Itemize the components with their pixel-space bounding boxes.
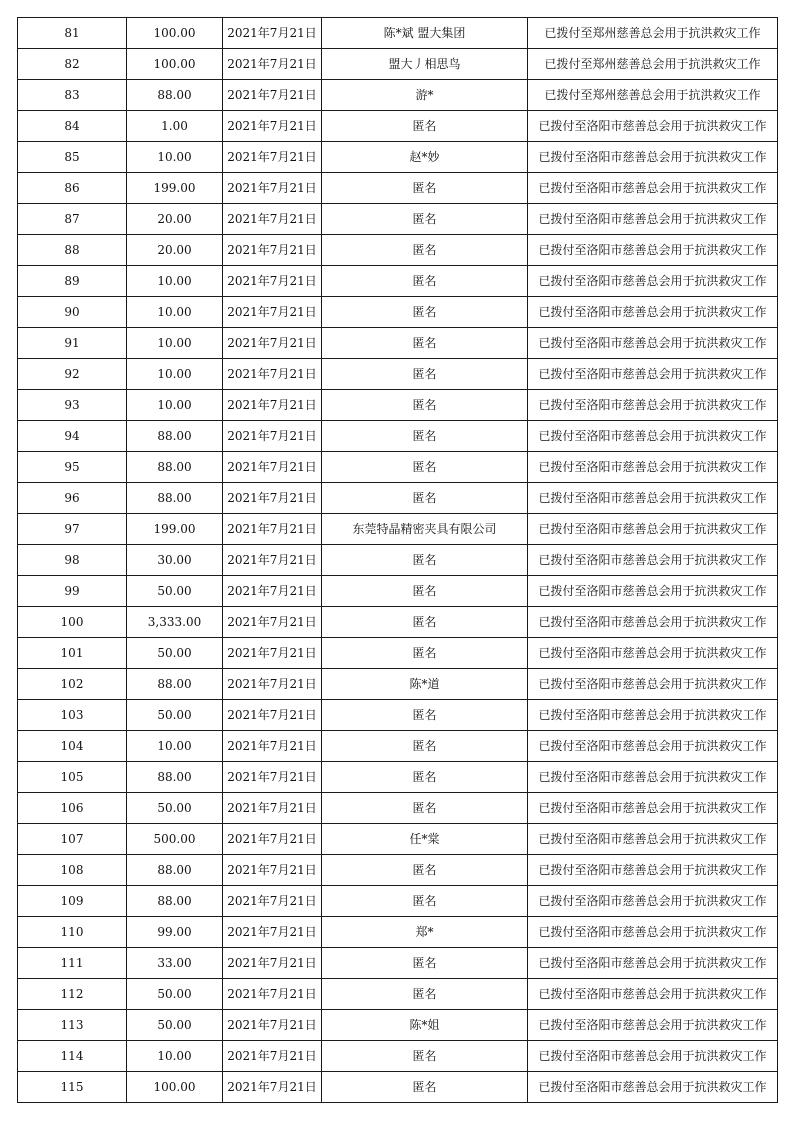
table-row [18,514,778,545]
cell-date: 2021年7月21日 [223,979,322,1010]
table-row [18,328,778,359]
cell-date: 2021年7月21日 [223,421,322,452]
cell-date: 2021年7月21日 [223,948,322,979]
table-row [18,1010,778,1041]
table-row [18,762,778,793]
cell-amount: 88.00 [127,886,223,917]
cell-serial-number: 108 [18,855,127,886]
cell-amount: 20.00 [127,235,223,266]
cell-date: 2021年7月21日 [223,111,322,142]
cell-serial-number: 113 [18,1010,127,1041]
cell-amount: 500.00 [127,824,223,855]
table-row [18,483,778,514]
cell-serial-number: 92 [18,359,127,390]
cell-donor-name: 匿名 [322,700,528,731]
cell-fund-usage: 已拨付至洛阳市慈善总会用于抗洪救灾工作 [528,514,778,545]
cell-amount: 1.00 [127,111,223,142]
cell-fund-usage: 已拨付至洛阳市慈善总会用于抗洪救灾工作 [528,1010,778,1041]
cell-amount: 99.00 [127,917,223,948]
cell-donor-name: 游* [322,80,528,111]
cell-fund-usage: 已拨付至洛阳市慈善总会用于抗洪救灾工作 [528,948,778,979]
cell-amount: 30.00 [127,545,223,576]
cell-donor-name: 匿名 [322,390,528,421]
cell-donor-name: 郑* [322,917,528,948]
cell-date: 2021年7月21日 [223,545,322,576]
cell-fund-usage: 已拨付至洛阳市慈善总会用于抗洪救灾工作 [528,855,778,886]
cell-serial-number: 112 [18,979,127,1010]
cell-donor-name: 匿名 [322,607,528,638]
cell-donor-name: 匿名 [322,793,528,824]
cell-date: 2021年7月21日 [223,1041,322,1072]
cell-amount: 88.00 [127,762,223,793]
cell-fund-usage: 已拨付至洛阳市慈善总会用于抗洪救灾工作 [528,111,778,142]
cell-date: 2021年7月21日 [223,638,322,669]
table-row [18,824,778,855]
cell-serial-number: 82 [18,49,127,80]
table-row [18,173,778,204]
cell-amount: 10.00 [127,731,223,762]
cell-serial-number: 110 [18,917,127,948]
table-row [18,917,778,948]
table-row [18,886,778,917]
cell-fund-usage: 已拨付至洛阳市慈善总会用于抗洪救灾工作 [528,390,778,421]
cell-date: 2021年7月21日 [223,328,322,359]
cell-amount: 199.00 [127,514,223,545]
cell-donor-name: 匿名 [322,173,528,204]
cell-serial-number: 103 [18,700,127,731]
cell-fund-usage: 已拨付至郑州慈善总会用于抗洪救灾工作 [528,80,778,111]
cell-amount: 50.00 [127,700,223,731]
cell-donor-name: 匿名 [322,111,528,142]
cell-donor-name: 匿名 [322,1041,528,1072]
cell-amount: 50.00 [127,576,223,607]
cell-fund-usage: 已拨付至洛阳市慈善总会用于抗洪救灾工作 [528,421,778,452]
table-row [18,18,778,49]
cell-fund-usage: 已拨付至洛阳市慈善总会用于抗洪救灾工作 [528,1041,778,1072]
cell-serial-number: 95 [18,452,127,483]
cell-amount: 88.00 [127,452,223,483]
cell-amount: 88.00 [127,855,223,886]
table-row [18,607,778,638]
table-row [18,669,778,700]
cell-amount: 88.00 [127,421,223,452]
cell-serial-number: 85 [18,142,127,173]
cell-serial-number: 84 [18,111,127,142]
cell-serial-number: 87 [18,204,127,235]
cell-fund-usage: 已拨付至洛阳市慈善总会用于抗洪救灾工作 [528,173,778,204]
cell-date: 2021年7月21日 [223,669,322,700]
table-row [18,142,778,173]
cell-serial-number: 99 [18,576,127,607]
cell-date: 2021年7月21日 [223,1010,322,1041]
cell-fund-usage: 已拨付至洛阳市慈善总会用于抗洪救灾工作 [528,762,778,793]
table-row [18,855,778,886]
cell-donor-name: 匿名 [322,731,528,762]
cell-date: 2021年7月21日 [223,824,322,855]
cell-amount: 50.00 [127,793,223,824]
cell-amount: 50.00 [127,638,223,669]
cell-date: 2021年7月21日 [223,173,322,204]
cell-fund-usage: 已拨付至洛阳市慈善总会用于抗洪救灾工作 [528,886,778,917]
cell-serial-number: 90 [18,297,127,328]
cell-amount: 10.00 [127,266,223,297]
cell-donor-name: 匿名 [322,204,528,235]
cell-donor-name: 赵*妙 [322,142,528,173]
cell-serial-number: 93 [18,390,127,421]
cell-donor-name: 匿名 [322,297,528,328]
cell-date: 2021年7月21日 [223,204,322,235]
cell-serial-number: 107 [18,824,127,855]
cell-serial-number: 101 [18,638,127,669]
cell-date: 2021年7月21日 [223,142,322,173]
cell-serial-number: 106 [18,793,127,824]
table-row [18,638,778,669]
table-row [18,1072,778,1103]
cell-fund-usage: 已拨付至洛阳市慈善总会用于抗洪救灾工作 [528,328,778,359]
cell-date: 2021年7月21日 [223,793,322,824]
cell-amount: 100.00 [127,49,223,80]
table-row [18,297,778,328]
cell-donor-name: 匿名 [322,948,528,979]
cell-donor-name: 匿名 [322,545,528,576]
cell-fund-usage: 已拨付至洛阳市慈善总会用于抗洪救灾工作 [528,793,778,824]
cell-amount: 10.00 [127,328,223,359]
cell-date: 2021年7月21日 [223,1072,322,1103]
cell-donor-name: 匿名 [322,452,528,483]
cell-amount: 10.00 [127,142,223,173]
cell-amount: 10.00 [127,390,223,421]
cell-serial-number: 104 [18,731,127,762]
cell-date: 2021年7月21日 [223,700,322,731]
donation-table-container [17,17,778,1103]
cell-donor-name: 盟大丿相思鸟 [322,49,528,80]
cell-fund-usage: 已拨付至洛阳市慈善总会用于抗洪救灾工作 [528,297,778,328]
cell-donor-name: 匿名 [322,638,528,669]
cell-amount: 10.00 [127,1041,223,1072]
cell-amount: 50.00 [127,1010,223,1041]
cell-fund-usage: 已拨付至洛阳市慈善总会用于抗洪救灾工作 [528,266,778,297]
cell-date: 2021年7月21日 [223,886,322,917]
table-row [18,111,778,142]
cell-date: 2021年7月21日 [223,266,322,297]
cell-amount: 88.00 [127,483,223,514]
cell-amount: 100.00 [127,18,223,49]
cell-donor-name: 匿名 [322,886,528,917]
cell-amount: 88.00 [127,669,223,700]
table-row [18,359,778,390]
cell-donor-name: 匿名 [322,328,528,359]
cell-donor-name: 匿名 [322,855,528,886]
cell-date: 2021年7月21日 [223,49,322,80]
cell-date: 2021年7月21日 [223,483,322,514]
cell-serial-number: 83 [18,80,127,111]
cell-amount: 100.00 [127,1072,223,1103]
cell-serial-number: 81 [18,18,127,49]
cell-donor-name: 任*棠 [322,824,528,855]
cell-serial-number: 102 [18,669,127,700]
cell-serial-number: 96 [18,483,127,514]
cell-fund-usage: 已拨付至洛阳市慈善总会用于抗洪救灾工作 [528,700,778,731]
cell-date: 2021年7月21日 [223,762,322,793]
cell-fund-usage: 已拨付至洛阳市慈善总会用于抗洪救灾工作 [528,359,778,390]
table-row [18,731,778,762]
cell-fund-usage: 已拨付至洛阳市慈善总会用于抗洪救灾工作 [528,1072,778,1103]
cell-date: 2021年7月21日 [223,235,322,266]
table-row [18,421,778,452]
cell-fund-usage: 已拨付至洛阳市慈善总会用于抗洪救灾工作 [528,452,778,483]
cell-date: 2021年7月21日 [223,514,322,545]
cell-serial-number: 111 [18,948,127,979]
cell-fund-usage: 已拨付至郑州慈善总会用于抗洪救灾工作 [528,49,778,80]
table-row [18,80,778,111]
cell-donor-name: 匿名 [322,1072,528,1103]
cell-serial-number: 98 [18,545,127,576]
cell-serial-number: 97 [18,514,127,545]
cell-donor-name: 匿名 [322,359,528,390]
cell-donor-name: 陈*道 [322,669,528,700]
table-row [18,204,778,235]
cell-amount: 199.00 [127,173,223,204]
cell-fund-usage: 已拨付至郑州慈善总会用于抗洪救灾工作 [528,18,778,49]
cell-fund-usage: 已拨付至洛阳市慈善总会用于抗洪救灾工作 [528,917,778,948]
cell-date: 2021年7月21日 [223,452,322,483]
cell-serial-number: 105 [18,762,127,793]
cell-date: 2021年7月21日 [223,855,322,886]
cell-fund-usage: 已拨付至洛阳市慈善总会用于抗洪救灾工作 [528,607,778,638]
cell-fund-usage: 已拨付至洛阳市慈善总会用于抗洪救灾工作 [528,142,778,173]
cell-donor-name: 匿名 [322,266,528,297]
cell-donor-name: 匿名 [322,483,528,514]
cell-donor-name: 陈*姐 [322,1010,528,1041]
cell-date: 2021年7月21日 [223,576,322,607]
cell-fund-usage: 已拨付至洛阳市慈善总会用于抗洪救灾工作 [528,638,778,669]
cell-fund-usage: 已拨付至洛阳市慈善总会用于抗洪救灾工作 [528,483,778,514]
table-row [18,390,778,421]
cell-date: 2021年7月21日 [223,18,322,49]
cell-serial-number: 100 [18,607,127,638]
cell-fund-usage: 已拨付至洛阳市慈善总会用于抗洪救灾工作 [528,669,778,700]
cell-serial-number: 115 [18,1072,127,1103]
table-row [18,576,778,607]
cell-serial-number: 88 [18,235,127,266]
cell-fund-usage: 已拨付至洛阳市慈善总会用于抗洪救灾工作 [528,204,778,235]
cell-date: 2021年7月21日 [223,731,322,762]
donation-table-body [18,18,778,1103]
cell-amount: 33.00 [127,948,223,979]
cell-donor-name: 匿名 [322,762,528,793]
table-row [18,49,778,80]
cell-date: 2021年7月21日 [223,390,322,421]
table-row [18,948,778,979]
cell-donor-name: 匿名 [322,576,528,607]
table-row [18,452,778,483]
table-row [18,266,778,297]
cell-date: 2021年7月21日 [223,297,322,328]
cell-serial-number: 109 [18,886,127,917]
cell-fund-usage: 已拨付至洛阳市慈善总会用于抗洪救灾工作 [528,235,778,266]
donation-table [17,17,778,1103]
cell-amount: 50.00 [127,979,223,1010]
cell-date: 2021年7月21日 [223,80,322,111]
cell-date: 2021年7月21日 [223,607,322,638]
cell-fund-usage: 已拨付至洛阳市慈善总会用于抗洪救灾工作 [528,824,778,855]
cell-serial-number: 94 [18,421,127,452]
cell-donor-name: 陈*斌 盟大集团 [322,18,528,49]
cell-date: 2021年7月21日 [223,917,322,948]
table-row [18,545,778,576]
table-row [18,793,778,824]
cell-fund-usage: 已拨付至洛阳市慈善总会用于抗洪救灾工作 [528,576,778,607]
table-row [18,235,778,266]
cell-donor-name: 东莞特晶精密夹具有限公司 [322,514,528,545]
cell-serial-number: 86 [18,173,127,204]
cell-donor-name: 匿名 [322,235,528,266]
cell-amount: 10.00 [127,297,223,328]
cell-amount: 88.00 [127,80,223,111]
cell-donor-name: 匿名 [322,979,528,1010]
cell-serial-number: 89 [18,266,127,297]
cell-donor-name: 匿名 [322,421,528,452]
cell-fund-usage: 已拨付至洛阳市慈善总会用于抗洪救灾工作 [528,979,778,1010]
cell-amount: 10.00 [127,359,223,390]
table-row [18,979,778,1010]
table-row [18,700,778,731]
cell-date: 2021年7月21日 [223,359,322,390]
cell-fund-usage: 已拨付至洛阳市慈善总会用于抗洪救灾工作 [528,545,778,576]
cell-amount: 3,333.00 [127,607,223,638]
table-row [18,1041,778,1072]
cell-serial-number: 91 [18,328,127,359]
cell-fund-usage: 已拨付至洛阳市慈善总会用于抗洪救灾工作 [528,731,778,762]
cell-serial-number: 114 [18,1041,127,1072]
cell-amount: 20.00 [127,204,223,235]
